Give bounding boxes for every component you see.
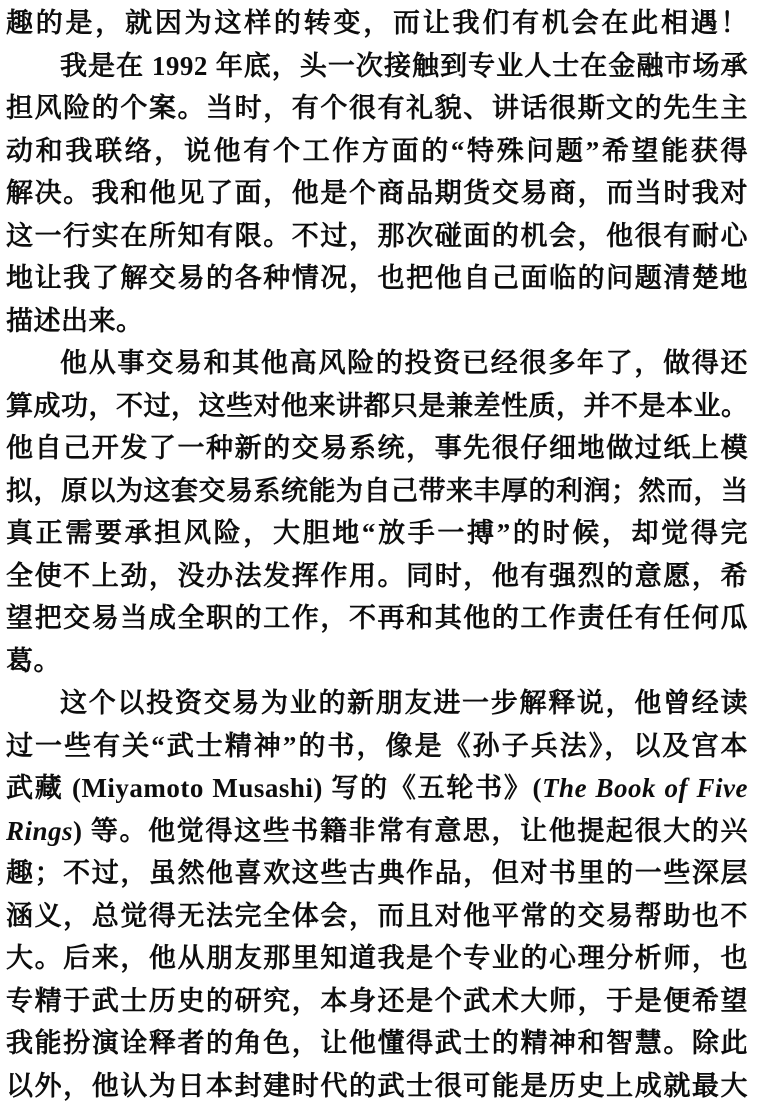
text-line: 动和我联络，说他有个工作方面的“特殊问题”希望能获得 — [6, 135, 748, 166]
text-line: 地让我了解交易的各种情况，也把他自己面临的问题清楚地 — [6, 263, 748, 293]
text-line: 我能扮演诠释者的角色，让他懂得武士的精神和智慧。除此 — [6, 1028, 748, 1058]
text-line: 拟，原以为这套交易系统能为自己带来丰厚的利润；然而，当 — [6, 475, 748, 506]
text-line: 这个以投资交易为业的新朋友进一步解释说，他曾经读 — [60, 688, 748, 718]
text-line: 他从事交易和其他高风险的投资已经很多年了，做得还 — [60, 348, 748, 378]
text-line: 专精于武士历史的研究，本身还是个武术大师，于是便希望 — [6, 985, 748, 1016]
text-line: 涵义，总觉得无法完全体会，而且对他平常的交易帮助也不 — [6, 900, 748, 931]
text-line: 趣；不过，虽然他喜欢这些古典作品，但对书里的一些深层 — [6, 858, 748, 888]
text-segment: 武藏 (Miyamoto Musashi) 写的《五轮书》( — [6, 773, 543, 803]
text-line: 葛。 — [6, 645, 61, 676]
text-line: 算成功，不过，这些对他来讲都只是兼差性质，并不是本业。 — [6, 390, 748, 421]
text-line: 我是在 1992 年底，头一次接触到专业人士在金融市场承 — [60, 50, 748, 81]
text-line: 描述出来。 — [6, 305, 144, 336]
book-title-english: The Book of Five — [542, 773, 748, 803]
text-line: 大。后来，他从朋友那里知道我是个专业的心理分析师，也 — [6, 943, 748, 973]
text-line: 望把交易当成全职的工作，不再和其他的工作责任有任何瓜 — [6, 603, 748, 633]
text-line: 这一行实在所知有限。不过，那次碰面的机会，他很有耐心 — [6, 220, 748, 251]
text-line: 趣的是，就因为这样的转变，而让我们有机会在此相遇！ — [6, 8, 748, 38]
text-line: 真正需要承担风险，大胆地“放手一搏”的时候，却觉得完 — [6, 518, 748, 548]
text-segment: ) 等。他觉得这些书籍非常有意思，让他提起很大的兴 — [73, 815, 748, 846]
book-title-english: Rings — [6, 815, 74, 846]
text-line — [6, 767, 748, 810]
text-line — [6, 810, 748, 853]
text-line: 担风险的个案。当时，有个很有礼貌、讲话很斯文的先生主 — [6, 93, 748, 123]
text-line: 过一些有关“武士精神”的书，像是《孙子兵法》，以及宫本 — [6, 730, 748, 761]
text-line: 解决。我和他见了面，他是个商品期货交易商，而当时我对 — [6, 178, 748, 208]
text-line: 以外，他认为日本封建时代的武士很可能是历史上成就最大 — [6, 1070, 748, 1101]
text-line: 他自己开发了一种新的交易系统，事先很仔细地做过纸上模 — [6, 433, 748, 463]
text-line: 全使不上劲，没办法发挥作用。同时，他有强烈的意愿，希 — [6, 560, 748, 591]
